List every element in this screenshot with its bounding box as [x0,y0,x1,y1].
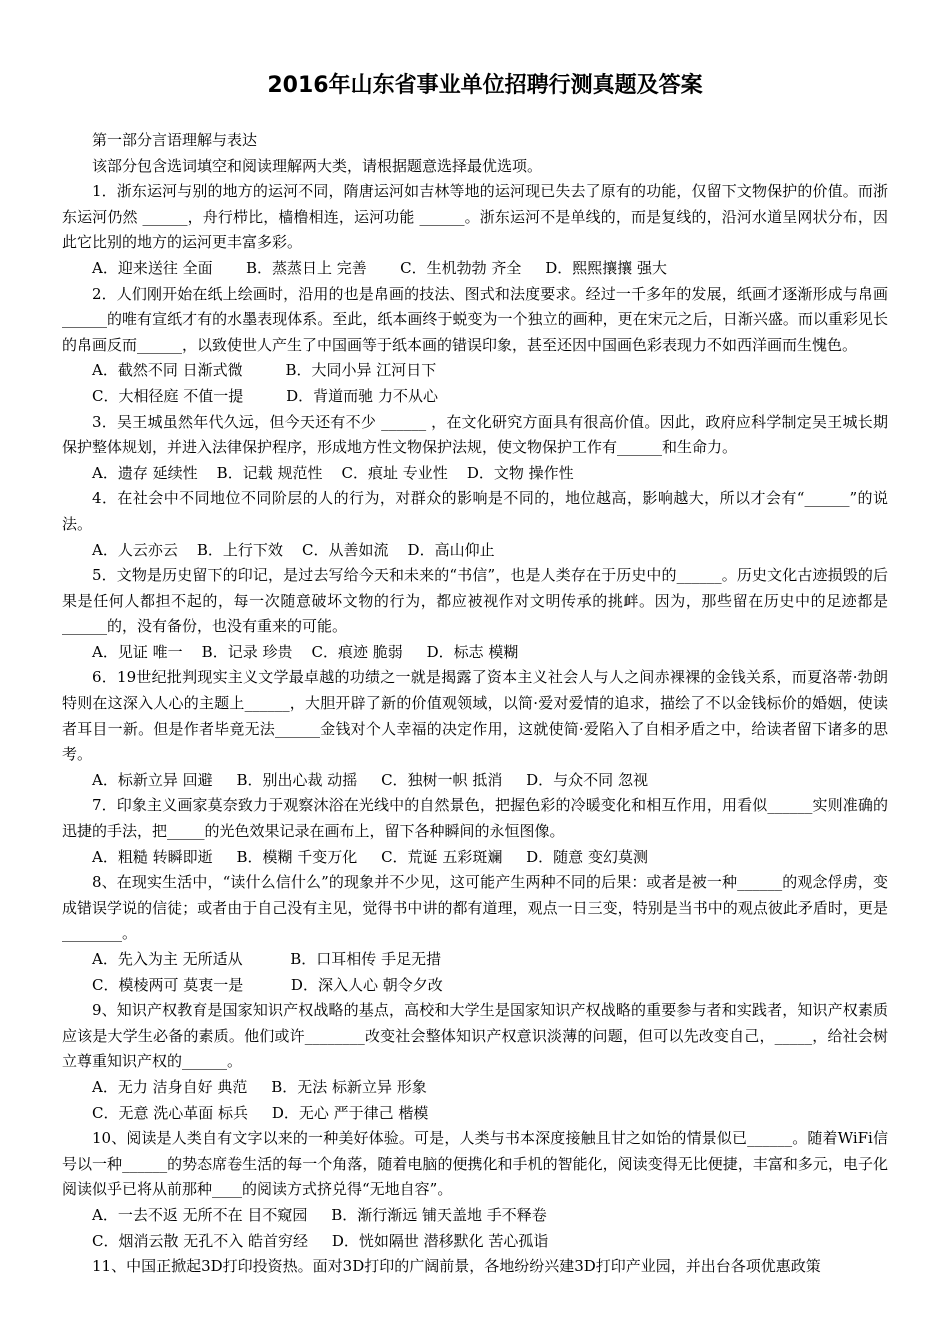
question-options: A．遗存 延续性 B．记载 规范性 C．痕址 专业性 D．文物 操作性 [92,463,574,482]
question-options: A．粗糙 转瞬即逝 B．模糊 千变万化 C．荒诞 五彩斑斓 D．随意 变幻莫测 [92,847,648,866]
question-6 [62,665,888,793]
question-9 [62,998,888,1126]
question-stem: 5．文物是历史留下的印记，是过去写给今天和未来的“书信”，也是人类存在于历史中的______。历史文化古迹损毁的后果是任何人都担不起的，每一次随意破坏文物的行为，都应被视作对文明传承的挑衅。因为，那些留在历史中的足迹都是______的，没有备份，也没有重来的可能。 [62,566,888,636]
question-stem: 3．吴王城虽然年代久远，但今天还有不少 ______ ，在文化研究方面具有很高价值。因此，政府应科学制定吴王城长期保护整体规划，并进入法律保护程序，形成地方性文物保护法规，使文物保护工作有______和生命力。 [62,412,888,457]
question-5 [62,563,888,665]
section-heading: 第一部分言语理解与表达 [92,131,258,149]
question-options: A．见证 唯一 B．记录 珍贵 C．痕迹 脆弱 D．标志 模糊 [92,642,519,661]
question-8 [62,870,888,998]
question-stem: 2．人们刚开始在纸上绘画时，沿用的也是帛画的技法、图式和法度要求。经过一千多年的发展，纸画才逐渐形成与帛画______的唯有宣纸才有的水墨表现体系。至此，纸本画终于蜕变为一个独立的画种，更在宋元之后，日渐兴盛。而以重彩见长的帛画反而______，以致使世人产生了中国画等于纸本画的错误印象，甚至还因中国画色彩表现力不如西洋画而生愧色。 [62,284,888,354]
question-4 [62,486,888,563]
question-7 [62,793,888,870]
question-2 [62,282,888,410]
question-stem: 7．印象主义画家莫奈致力于观察沐浴在光线中的自然景色，把握色彩的冷暖变化和相互作用，用看似______实则准确的迅捷的手法，把_____的光色效果记录在画布上，留下各种瞬间的永恒图像。 [62,796,888,841]
document-page [62,70,888,1280]
question-stem: 6．19世纪批判现实主义文学最卓越的功绩之一就是揭露了资本主义社会人与人之间赤裸裸的金钱关系，而夏洛蒂·勃朗特则在这深入人心的主题上______，大胆开辟了新的价值观领域，以简·爱对爱情的追求，描绘了不以金钱标价的婚姻，使读者耳目一新。但是作者毕竟无法______金钱对个人幸福的决定作用，这就使简·爱陷入了自相矛盾之中，给读者留下诸多的思考。 [62,668,888,764]
question-stem: 1．浙东运河与别的地方的运河不同，隋唐运河如吉林等地的运河现已失去了原有的功能，仅留下文物保护的价值。而浙东运河仍然 ______，舟行栉比，樯橹相连，运河功能 ______。浙东运河不是单线的，而是复线的，沿河水道呈网状分布，因此它比别的地方的运河更丰富多彩。 [62,182,888,252]
question-stem: 8、在现实生活中，“读什么信什么”的现象并不少见，这可能产生两种不同的后果：或者是被一种______的观念俘虏，变成错误学说的信徒；或者由于自己没有主见，觉得书中讲的都有道理，观点一日三变，特别是当书中的观点彼此矛盾时，更是________。 [62,873,888,943]
question-stem: 10、阅读是人类自有文字以来的一种美好体验。可是，人类与书本深度接触且甘之如饴的情景似已______。随着WiFi信号以一种______的势态席卷生活的每一个角落，随着电脑的便携化和手机的智能化，阅读变得无比便捷，丰富和多元，电子化阅读似乎已将从前那种____的阅读方式挤兑得“无地自容”。 [62,1129,888,1199]
question-options: A．一去不返 无所不在 目不窥园 B．渐行渐远 铺天盖地 手不释卷 [92,1205,547,1224]
question-11 [62,1254,888,1280]
question-1 [62,179,888,281]
question-options: A．无力 洁身自好 典范 B．无法 标新立异 形象 [92,1077,427,1096]
section-intro: 该部分包含选词填空和阅读理解两大类，请根据题意选择最优选项。 [92,156,543,175]
question-options: C．烟消云散 无孔不入 皓首穷经 D．恍如隔世 潜移默化 苦心孤诣 [92,1231,549,1250]
question-options: A．迎来送往 全面 B．蒸蒸日上 完善 C．生机勃勃 齐全 D．熙熙攘攘 强大 [92,258,668,277]
question-options: C．模棱两可 莫衷一是 D．深入人心 朝令夕改 [92,975,443,994]
question-options: A．标新立异 回避 B．别出心裁 动摇 C．独树一帜 抵消 D．与众不同 忽视 [92,770,648,789]
question-stem: 9、知识产权教育是国家知识产权战略的基点，高校和大学生是国家知识产权战略的重要参与者和实践者，知识产权素质应该是大学生必备的素质。他们或许________改变社会整体知识产权意识淡薄的问题，但可以先改变自己，_____，给社会树立尊重知识产权的______。 [62,1001,888,1071]
question-stem: 11、中国正掀起3D打印投资热。面对3D打印的广阔前景，各地纷纷兴建3D打印产业园，并出台各项优惠政策 [92,1257,821,1276]
document-title: 2016年山东省事业单位招聘行测真题及答案 [267,73,703,98]
question-options: C．无意 洗心革面 标兵 D．无心 严于律己 楷模 [92,1103,429,1122]
question-options: A．截然不同 日渐式微 B．大同小异 江河日下 [92,361,437,380]
question-10 [62,1126,888,1254]
question-options: C．大相径庭 不值一提 D．背道而驰 力不从心 [92,386,438,405]
question-options: A．先入为主 无所适从 B．口耳相传 手足无措 [92,950,442,968]
question-options: A．人云亦云 B．上行下效 C．从善如流 D．高山仰止 [92,540,495,559]
question-3 [62,410,888,487]
question-stem: 4．在社会中不同地位不同阶层的人的行为，对群众的影响是不同的，地位越高，影响越大，所以才会有“______”的说法。 [62,489,888,533]
